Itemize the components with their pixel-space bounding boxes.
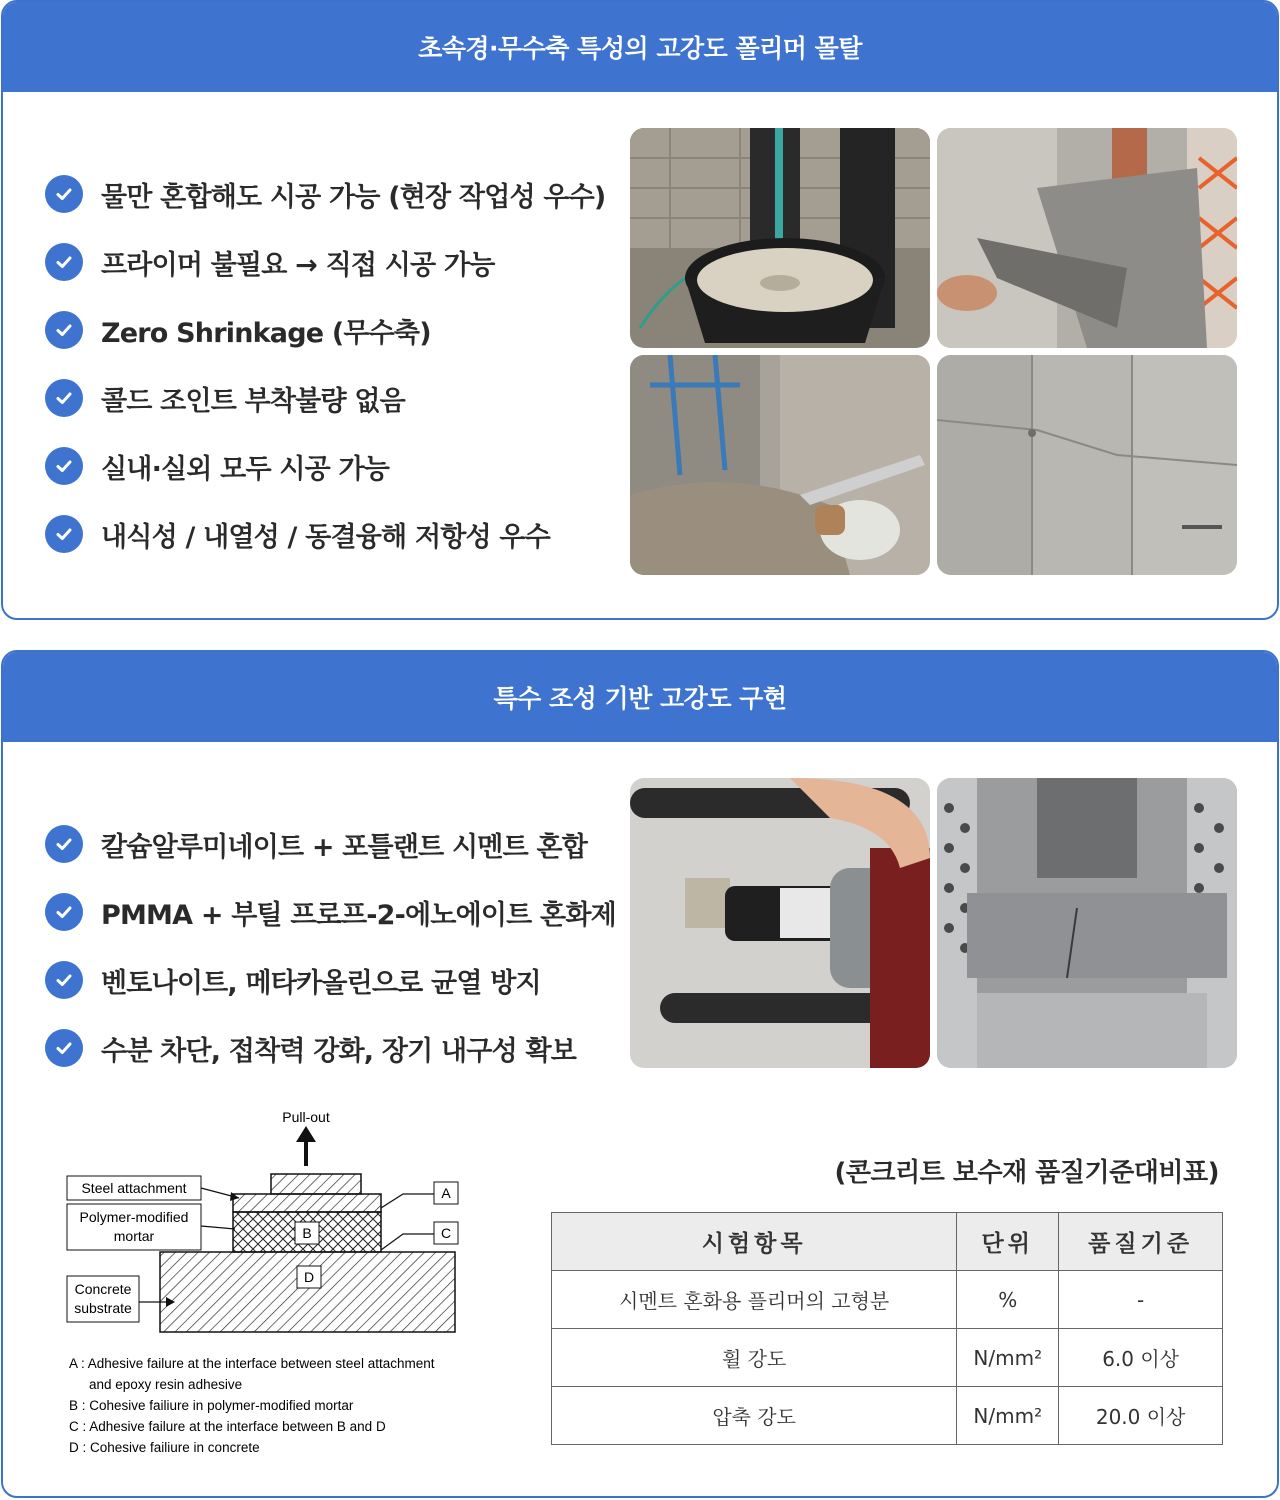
feature-text: Zero Shrinkage (무수축): [101, 317, 431, 349]
feature-list: [45, 160, 605, 568]
legend-b: B : Cohesive failiure in polymer-modified mortar: [69, 1398, 354, 1413]
label-concrete-2: substrate: [74, 1300, 132, 1316]
feature-item: [45, 1014, 616, 1082]
check-circle-icon: [45, 825, 83, 863]
label-b: B: [302, 1225, 312, 1241]
feature-item: [45, 432, 605, 500]
table-cell: 6.0 이상: [1059, 1329, 1223, 1387]
table-cell: 시멘트 혼화용 플리머의 고형분: [552, 1271, 957, 1329]
feature-text: 실내·실외 모두 시공 가능: [101, 453, 390, 485]
table-row: [552, 1329, 1223, 1387]
label-steel: Steel attachment: [81, 1180, 187, 1196]
table-row: [552, 1271, 1223, 1329]
feature-item: [45, 810, 616, 878]
feature-item: [45, 878, 616, 946]
check-circle-icon: [45, 1029, 83, 1067]
table-caption: (콘크리트 보수재 품질기준대비표): [834, 1158, 1219, 1188]
check-circle-icon: [45, 311, 83, 349]
label-polymer-2: mortar: [113, 1228, 155, 1244]
table-cell: N/mm²: [957, 1329, 1059, 1387]
panel-composition: [1, 650, 1279, 1498]
legend-c: C : Adhesive failure at the interface between B and D: [69, 1419, 386, 1434]
photo-concrete-wall: [937, 355, 1237, 575]
feature-text: 벤토나이트, 메타카올린으로 균열 방지: [101, 967, 541, 999]
feature-item: [45, 946, 616, 1014]
label-c: C: [440, 1225, 452, 1241]
panel-title: 초속경·무수축 특성의 고강도 폴리머 몰탈: [3, 2, 1277, 92]
feature-text: 내식성 / 내열성 / 동결융해 저항성 우수: [101, 521, 550, 553]
check-circle-icon: [45, 379, 83, 417]
check-circle-icon: [45, 243, 83, 281]
panel-features: [1, 0, 1279, 620]
feature-text: 물만 혼합해도 시공 가능 (현장 작업성 우수): [101, 181, 606, 213]
label-a: A: [441, 1185, 451, 1201]
table-cell: %: [957, 1271, 1059, 1329]
legend-a-1: A : Adhesive failure at the interface between steel attachment: [69, 1356, 435, 1371]
photo-bending-test: [937, 778, 1237, 1068]
table-row: [552, 1387, 1223, 1445]
table-cell: 압축 강도: [552, 1387, 957, 1445]
column-header: 단위: [957, 1213, 1059, 1271]
feature-item: [45, 364, 605, 432]
feature-list: [45, 810, 616, 1082]
legend-d: D : Cohesive failiure in concrete: [69, 1440, 260, 1455]
feature-item: [45, 296, 605, 364]
check-circle-icon: [45, 447, 83, 485]
label-polymer-1: Polymer-modified: [79, 1209, 189, 1225]
photo-pulloff-tester: [630, 778, 930, 1068]
feature-text: 프라이머 불필요 → 직접 시공 가능: [101, 249, 495, 281]
feature-item: [45, 228, 605, 296]
label-pullout: Pull-out: [282, 1109, 330, 1125]
quality-spec-table: [551, 1212, 1223, 1445]
column-header: 품질기준: [1059, 1213, 1223, 1271]
check-circle-icon: [45, 961, 83, 999]
table-cell: -: [1059, 1271, 1223, 1329]
feature-text: PMMA + 부틸 프로프-2-에노에이트 혼화제: [101, 899, 616, 931]
table-cell: 20.0 이상: [1059, 1387, 1223, 1445]
table-cell: N/mm²: [957, 1387, 1059, 1445]
feature-item: [45, 160, 605, 228]
check-circle-icon: [45, 893, 83, 931]
feature-text: 칼슘알루미네이트 + 포틀랜트 시멘트 혼합: [101, 831, 588, 863]
legend-a-2: and epoxy resin adhesive: [89, 1377, 243, 1392]
feature-text: 수분 차단, 접착력 강화, 장기 내구성 확보: [101, 1035, 577, 1067]
check-circle-icon: [45, 175, 83, 213]
label-d: D: [303, 1269, 315, 1285]
feature-text: 콜드 조인트 부착불량 없음: [101, 385, 405, 417]
panel-title: 특수 조성 기반 고강도 구현: [3, 652, 1277, 742]
table-header-row: [552, 1213, 1223, 1271]
check-circle-icon: [45, 515, 83, 553]
photo-trowel-wall: [937, 128, 1237, 348]
pullout-test-diagram: [63, 1104, 523, 1484]
photo-plastering: [630, 355, 930, 575]
photo-mixing-bucket: [630, 128, 930, 348]
feature-item: [45, 500, 605, 568]
column-header: 시험항목: [552, 1213, 957, 1271]
label-concrete-1: Concrete: [74, 1281, 132, 1297]
table-cell: 휠 강도: [552, 1329, 957, 1387]
